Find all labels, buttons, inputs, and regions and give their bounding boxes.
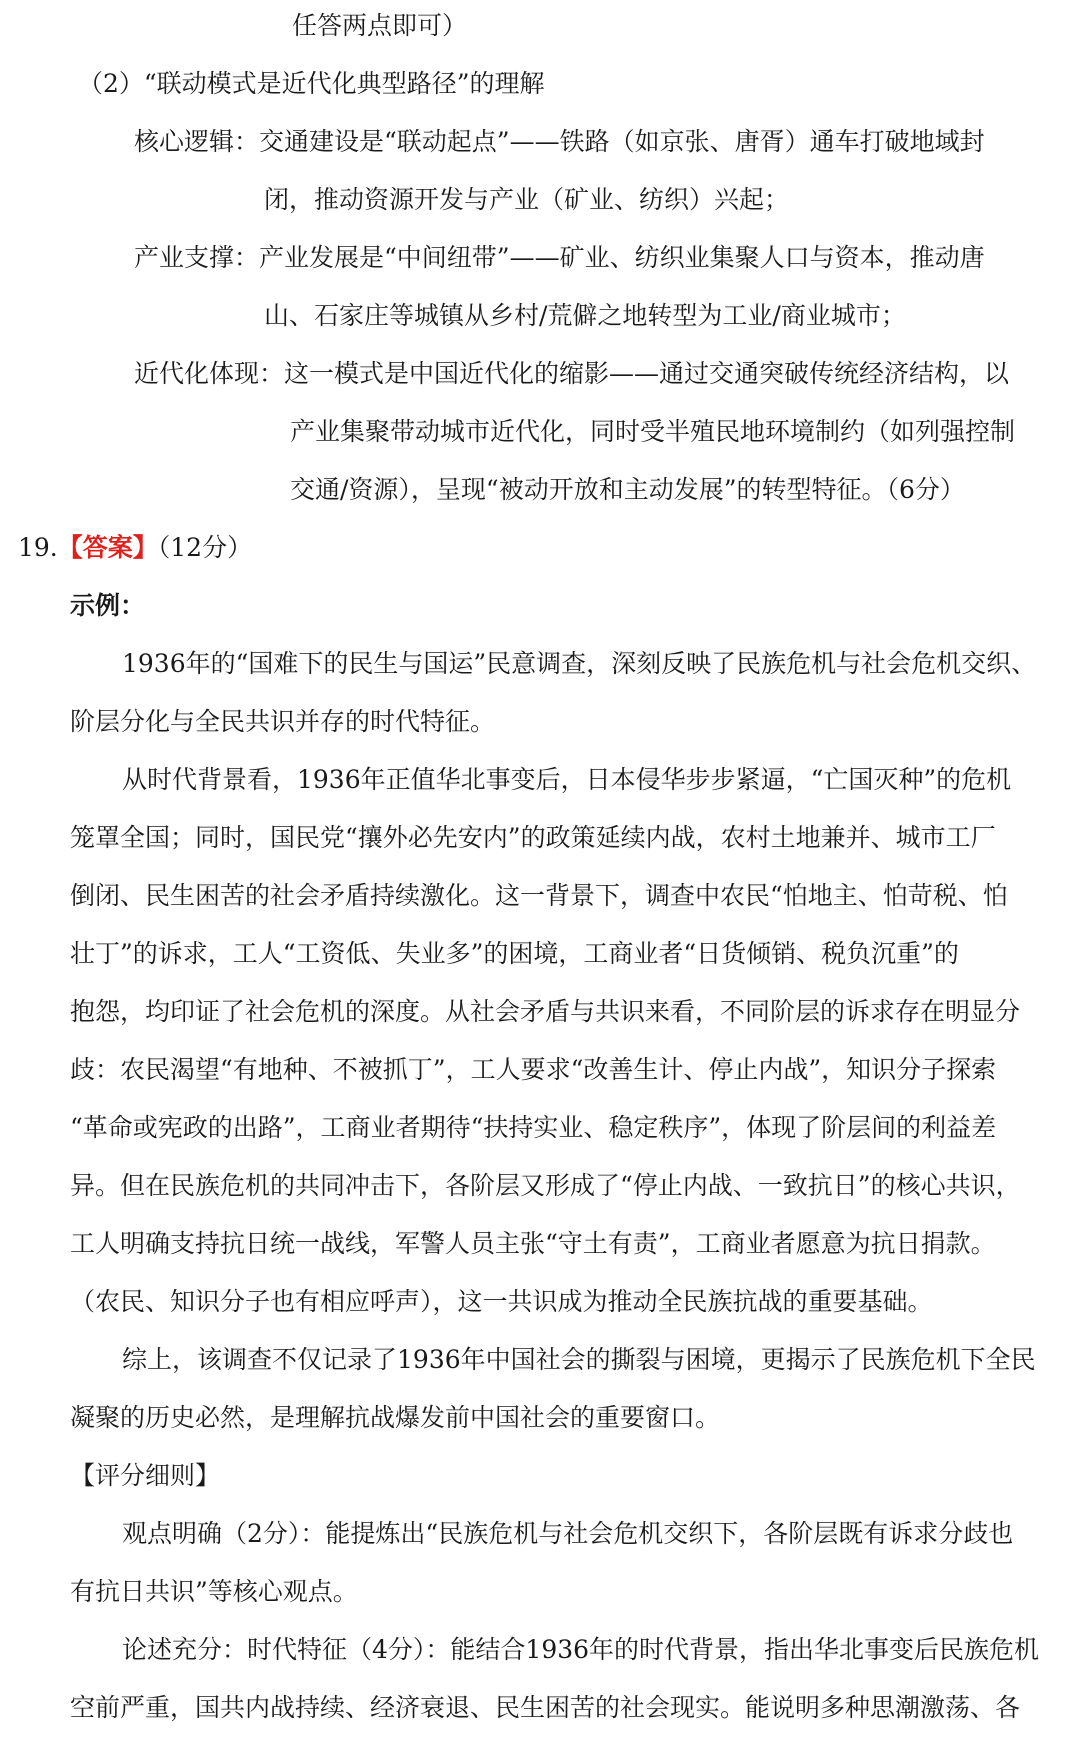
answer-line: 综上，该调查不仅记录了1936年中国社会的撕裂与困境，更揭示了民族危机下全民: [122, 1345, 1036, 1374]
industry-line1: [134, 240, 1080, 276]
answer-line: 抱怨，均印证了社会危机的深度。从社会矛盾与共识来看，不同阶层的诉求存在明显分: [70, 997, 1021, 1026]
modernization-line3: 交通/资源），呈现“被动开放和主动发展”的转型特征。（6分）: [290, 475, 965, 504]
answer-line: 笼罩全国；同时，国民党“攘外必先安内”的政策延续内战，农村土地兼并、城市工厂: [70, 823, 996, 852]
answer-line: 从时代背景看，1936年正值华北事变后，日本侵华步步紧逼，“亡国灭种”的危机: [122, 765, 1012, 794]
rubric-title: 【评分细则】: [70, 1461, 221, 1490]
answer-line: 工人明确支持抗日统一战线，军警人员主张“守土有责”，工商业者愿意为抗日捐款。: [70, 1229, 996, 1258]
example-label: 示例：: [70, 591, 146, 620]
rubric-line: 空前严重，国共内战持续、经济衰退、民生困苦的社会现实。能说明多种思潮激荡、各: [70, 1693, 1021, 1722]
answer-line: 凝聚的历史必然，是理解抗战爆发前中国社会的重要窗口。: [70, 1403, 721, 1432]
answer-line: 1936年的“国难下的民生与国运”民意调查，深刻反映了民族危机与社会危机交织、: [122, 649, 1037, 678]
part2-title: （2）“联动模式是近代化典型路径”的理解: [78, 69, 545, 98]
answer-line: （农民、知识分子也有相应呼声），这一共识成为推动全民族抗战的重要基础。: [70, 1287, 933, 1316]
industry-text1: 产业发展是“中间纽带”——矿业、纺织业集聚人口与资本，推动唐: [259, 243, 985, 272]
core-logic-line2: 闭，推动资源开发与产业（矿业、纺织）兴起；: [264, 185, 790, 214]
rubric-line: 有抗日共识”等核心观点。: [70, 1577, 358, 1606]
q19-score: （12分）: [157, 533, 253, 562]
rubric-line: 观点明确（2分）：能提炼出“民族危机与社会危机交织下，各阶层既有诉求分歧也: [122, 1519, 1014, 1548]
core-logic-text1: 交通建设是“联动起点”——铁路（如京张、唐胥）通车打破地域封: [259, 127, 985, 156]
q19-number: 19.: [18, 533, 58, 562]
answer-line: 壮丁”的诉求，工人“工资低、失业多”的困境，工商业者“日货倾销、税负沉重”的: [70, 939, 959, 968]
answer-line: 阶层分化与全民共识并存的时代特征。: [70, 707, 496, 736]
core-logic-label: 核心逻辑：: [134, 127, 260, 156]
industry-label: 产业支撑：: [134, 243, 260, 272]
modernization-line1: [134, 356, 1080, 392]
answer-tag: 【答案】: [57, 533, 158, 562]
rubric-line: 论述充分：时代特征（4分）：能结合1936年的时代背景，指出华北事变后民族危机: [122, 1635, 1040, 1664]
answer-line: 异。但在民族危机的共同冲击下，各阶层又形成了“停止内战、一致抗日”的核心共识，: [70, 1171, 1021, 1200]
modernization-line2: 产业集聚带动城市近代化，同时受半殖民地环境制约（如列强控制: [290, 417, 1016, 446]
answer-line: 倒闭、民生困苦的社会矛盾持续激化。这一背景下，调查中农民“怕地主、怕苛税、怕: [70, 881, 1008, 910]
section18-line-tail: 任答两点即可）: [292, 11, 468, 40]
industry-line2: 山、石家庄等城镇从乡村/荒僻之地转型为工业/商业城市；: [264, 301, 906, 330]
modernization-text1: 这一模式是中国近代化的缩影——通过交通突破传统经济结构，以: [284, 359, 1010, 388]
q19-header: [18, 530, 1080, 566]
answer-line: “革命或宪政的出路”，工商业者期待“扶持实业、稳定秩序”，体现了阶层间的利益差: [70, 1113, 997, 1142]
core-logic-line1: [134, 124, 1080, 160]
answer-line: 歧：农民渴望“有地种、不被抓丁”，工人要求“改善生计、停止内战”，知识分子探索: [70, 1055, 997, 1084]
modernization-label: 近代化体现：: [134, 359, 285, 388]
